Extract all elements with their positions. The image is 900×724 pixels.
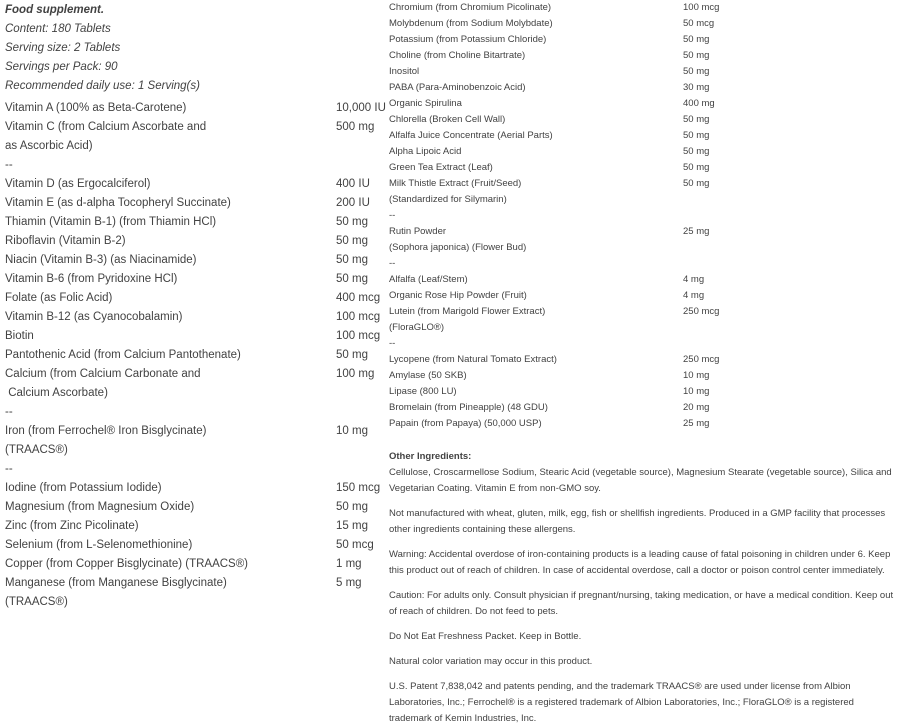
nutrient-name: Chlorella (Broken Cell Wall) [389, 114, 506, 125]
nutrient-amount: 10 mg [683, 386, 710, 397]
nutrient-amount: 20 mg [683, 402, 710, 413]
nutrient-amount: 25 mg [683, 226, 710, 237]
nutrient-name: Selenium (from L-Selenomethionine) [5, 539, 193, 551]
nutrient-row [389, 384, 895, 400]
separator-dashes: -- [5, 406, 13, 418]
nutrient-row [389, 240, 895, 256]
nutrient-amount: 50 mg [336, 501, 368, 513]
separator-dashes: -- [389, 258, 396, 269]
nutrient-row [389, 144, 895, 160]
nutrient-row [389, 80, 895, 96]
nutrient-amount: 50 mg [336, 273, 368, 285]
nutrient-name: Calcium Ascorbate) [5, 387, 108, 399]
nutrient-row [389, 48, 895, 64]
nutrient-row [389, 352, 895, 368]
nutrient-name: Folate (as Folic Acid) [5, 292, 113, 304]
nutrient-name: PABA (Para-Aminobenzoic Acid) [389, 82, 526, 93]
nutrient-name: Inositol [389, 66, 420, 77]
separator-row [5, 156, 385, 175]
nutrient-name: Thiamin (Vitamin B-1) (from Thiamin HCl) [5, 216, 217, 228]
nutrient-row [389, 176, 895, 192]
right-column [389, 0, 895, 724]
nutrient-amount: 5 mg [336, 577, 362, 589]
nutrient-name: Amylase (50 SKB) [389, 370, 467, 381]
nutrient-name: Biotin [5, 330, 34, 342]
nutrient-row [5, 327, 385, 346]
nutrient-row [5, 517, 385, 536]
nutrient-amount: 50 mg [683, 178, 710, 189]
nutrient-name: (Sophora japonica) (Flower Bud) [389, 242, 527, 253]
nutrient-name: Green Tea Extract (Leaf) [389, 162, 493, 173]
nutrient-name: Potassium (from Potassium Chloride) [389, 34, 547, 45]
nutrient-row [389, 112, 895, 128]
nutrient-amount: 10 mg [683, 370, 710, 381]
nutrient-row [5, 574, 385, 593]
nutrient-name: Alfalfa (Leaf/Stem) [389, 274, 468, 285]
nutrient-amount: 4 mg [683, 290, 705, 301]
nutrient-name: Vitamin A (100% as Beta-Carotene) [5, 102, 187, 114]
separator-dashes: -- [389, 338, 396, 349]
nutrient-amount: 50 mcg [683, 18, 715, 29]
nutrient-row [5, 498, 385, 517]
separator-dashes: -- [389, 210, 396, 221]
nutrient-amount: 100 mcg [336, 330, 381, 342]
nutrient-name: Vitamin E (as d-alpha Tocopheryl Succinate) [5, 197, 231, 209]
separator-row [5, 460, 385, 479]
nutrient-amount: 15 mg [336, 520, 368, 532]
info-paragraph: Not manufactured with wheat, gluten, milk, egg, fish or shellfish ingredients. Produced in a GMP facility that processes other ingredients containing these allergens. [389, 508, 886, 535]
nutrient-name: Molybdenum (from Sodium Molybdate) [389, 18, 553, 29]
nutrient-row [389, 288, 895, 304]
nutrient-list-left [5, 99, 385, 612]
nutrient-amount: 150 mcg [336, 482, 381, 494]
info-paragraphs [389, 465, 895, 724]
separator-dashes: -- [5, 159, 13, 171]
label-header [5, 1, 385, 96]
nutrient-row [389, 32, 895, 48]
nutrient-amount: 100 mg [336, 368, 375, 380]
nutrient-row [5, 346, 385, 365]
nutrient-name: Rutin Powder [389, 226, 447, 237]
nutrient-row [5, 289, 385, 308]
nutrient-list-right [389, 0, 895, 432]
nutrient-row [5, 137, 385, 156]
nutrient-name: Zinc (from Zinc Picolinate) [5, 520, 139, 532]
separator-dashes: -- [5, 463, 13, 475]
nutrient-amount: 1 mg [336, 558, 362, 570]
nutrient-row [5, 479, 385, 498]
nutrient-name: Lipase (800 LU) [389, 386, 457, 397]
nutrient-name: Pantothenic Acid (from Calcium Pantothenate) [5, 349, 241, 361]
nutrient-amount: 100 mcg [683, 2, 720, 13]
info-paragraph: Do Not Eat Freshness Packet. Keep in Bottle. [389, 631, 582, 642]
nutrient-name: Organic Spirulina [389, 98, 462, 109]
nutrient-row [389, 0, 895, 16]
nutrient-amount: 50 mg [336, 254, 368, 266]
other-ingredients-heading: Other Ingredients: [389, 451, 472, 462]
nutrient-name: Vitamin D (as Ergocalciferol) [5, 178, 151, 190]
nutrient-row [389, 368, 895, 384]
nutrient-amount: 50 mg [683, 130, 710, 141]
nutrient-row [389, 160, 895, 176]
info-paragraph: Caution: For adults only. Consult physician if pregnant/nursing, taking medication, or have a medical condition. Keep out of reach of children. Do not feed to pets. [389, 590, 894, 617]
nutrient-row [389, 192, 895, 208]
nutrient-row [5, 270, 385, 289]
nutrient-row [5, 555, 385, 574]
nutrient-amount: 250 mcg [683, 306, 720, 317]
nutrient-row [389, 96, 895, 112]
nutrient-row [5, 365, 385, 384]
separator-row [389, 256, 895, 272]
nutrient-row [389, 272, 895, 288]
nutrient-name: Calcium (from Calcium Carbonate and [5, 368, 201, 380]
nutrient-row [5, 384, 385, 403]
info-paragraph: Cellulose, Croscarmellose Sodium, Stearic Acid (vegetable source), Magnesium Stearate (vegetable source), Silica and Vegetarian Coating. Vitamin E from non-GMO soy. [389, 467, 892, 494]
nutrient-amount: 50 mg [683, 66, 710, 77]
nutrient-name: Organic Rose Hip Powder (Fruit) [389, 290, 527, 301]
nutrient-row [5, 118, 385, 137]
nutrient-row [5, 308, 385, 327]
nutrient-amount: 30 mg [683, 82, 710, 93]
nutrient-amount: 25 mg [683, 418, 710, 429]
nutrient-row [5, 99, 385, 118]
nutrient-name: Vitamin B-12 (as Cyanocobalamin) [5, 311, 183, 323]
nutrient-row [389, 64, 895, 80]
separator-row [389, 208, 895, 224]
nutrient-amount: 400 mg [683, 98, 715, 109]
nutrient-amount: 50 mg [683, 146, 710, 157]
nutrient-row [389, 400, 895, 416]
nutrient-row [5, 441, 385, 460]
nutrient-name: Vitamin C (from Calcium Ascorbate and [5, 121, 207, 133]
nutrient-name: Vitamin B-6 (from Pyridoxine HCl) [5, 273, 178, 285]
info-paragraph: U.S. Patent 7,838,042 and patents pending, and the trademark TRAACS® are used under license from Albion Laboratories, Inc.; Ferrochel® is a registered trademark of Albion Laboratories, Inc.; FloraGLO® is a registered trademark of Kemin Industries, Inc. [389, 681, 854, 724]
info-paragraph: Warning: Accidental overdose of iron-containing products is a leading cause of fatal poisoning in children under 6. Keep this product out of reach of children. In case of accidental overdose, call a doctor or poison control center immediately. [389, 549, 891, 576]
nutrient-row [5, 536, 385, 555]
info-paragraph: Natural color variation may occur in this product. [389, 656, 593, 667]
nutrient-amount: 50 mg [683, 114, 710, 125]
nutrient-amount: 100 mcg [336, 311, 381, 323]
servings-per-pack-line: Servings per Pack: 90 [5, 61, 118, 73]
nutrient-name: (Standardized for Silymarin) [389, 194, 507, 205]
nutrient-name: Magnesium (from Magnesium Oxide) [5, 501, 195, 513]
nutrient-amount: 50 mg [683, 34, 710, 45]
nutrient-name: Iron (from Ferrochel® Iron Bisglycinate) [5, 425, 207, 437]
nutrient-row [5, 593, 385, 612]
nutrient-amount: 50 mg [336, 235, 368, 247]
nutrient-amount: 50 mg [336, 216, 368, 228]
nutrient-amount: 50 mg [683, 50, 710, 61]
nutrient-row [5, 175, 385, 194]
nutrient-amount: 400 mcg [336, 292, 381, 304]
nutrient-name: Alpha Lipoic Acid [389, 146, 462, 157]
nutrient-row [5, 213, 385, 232]
nutrient-amount: 4 mg [683, 274, 705, 285]
nutrient-row [5, 422, 385, 441]
left-column [5, 1, 385, 612]
nutrient-name: Riboflavin (Vitamin B-2) [5, 235, 126, 247]
nutrient-amount: 250 mcg [683, 354, 720, 365]
serving-size-line: Serving size: 2 Tablets [5, 42, 121, 54]
nutrient-name: Chromium (from Chromium Picolinate) [389, 2, 552, 13]
nutrient-name: Lycopene (from Natural Tomato Extract) [389, 354, 557, 365]
nutrient-name: Bromelain (from Pineapple) (48 GDU) [389, 402, 548, 413]
recommended-use-line: Recommended daily use: 1 Serving(s) [5, 80, 200, 92]
nutrient-amount: 10,000 IU [336, 102, 386, 114]
nutrient-row [389, 16, 895, 32]
nutrient-name: Choline (from Choline Bitartrate) [389, 50, 526, 61]
nutrient-name: Milk Thistle Extract (Fruit/Seed) [389, 178, 522, 189]
nutrient-name: (TRAACS®) [5, 596, 68, 608]
nutrient-row [389, 416, 895, 432]
nutrient-name: Iodine (from Potassium Iodide) [5, 482, 162, 494]
nutrient-row [5, 194, 385, 213]
nutrient-name: Papain (from Papaya) (50,000 USP) [389, 418, 542, 429]
nutrient-amount: 50 mg [336, 349, 368, 361]
nutrient-amount: 500 mg [336, 121, 375, 133]
nutrient-row [389, 304, 895, 320]
nutrient-row [389, 320, 895, 336]
nutrient-amount: 400 IU [336, 178, 370, 190]
separator-row [389, 336, 895, 352]
nutrient-row [5, 251, 385, 270]
nutrient-row [5, 232, 385, 251]
nutrient-amount: 200 IU [336, 197, 370, 209]
nutrient-amount: 50 mg [683, 162, 710, 173]
nutrient-name: as Ascorbic Acid) [5, 140, 93, 152]
nutrient-amount: 50 mcg [336, 539, 374, 551]
nutrient-name: (TRAACS®) [5, 444, 68, 456]
nutrient-name: Niacin (Vitamin B-3) (as Niacinamide) [5, 254, 197, 266]
content-line: Content: 180 Tablets [5, 23, 111, 35]
nutrient-name: Lutein (from Marigold Flower Extract) [389, 306, 546, 317]
nutrient-name: (FloraGLO®) [389, 322, 445, 333]
separator-row [5, 403, 385, 422]
nutrient-amount: 10 mg [336, 425, 368, 437]
nutrient-name: Alfalfa Juice Concentrate (Aerial Parts) [389, 130, 553, 141]
nutrient-row [389, 224, 895, 240]
nutrient-name: Copper (from Copper Bisglycinate) (TRAACS®) [5, 558, 249, 570]
nutrient-name: Manganese (from Manganese Bisglycinate) [5, 577, 227, 589]
product-type-title: Food supplement. [5, 4, 105, 16]
nutrient-row [389, 128, 895, 144]
